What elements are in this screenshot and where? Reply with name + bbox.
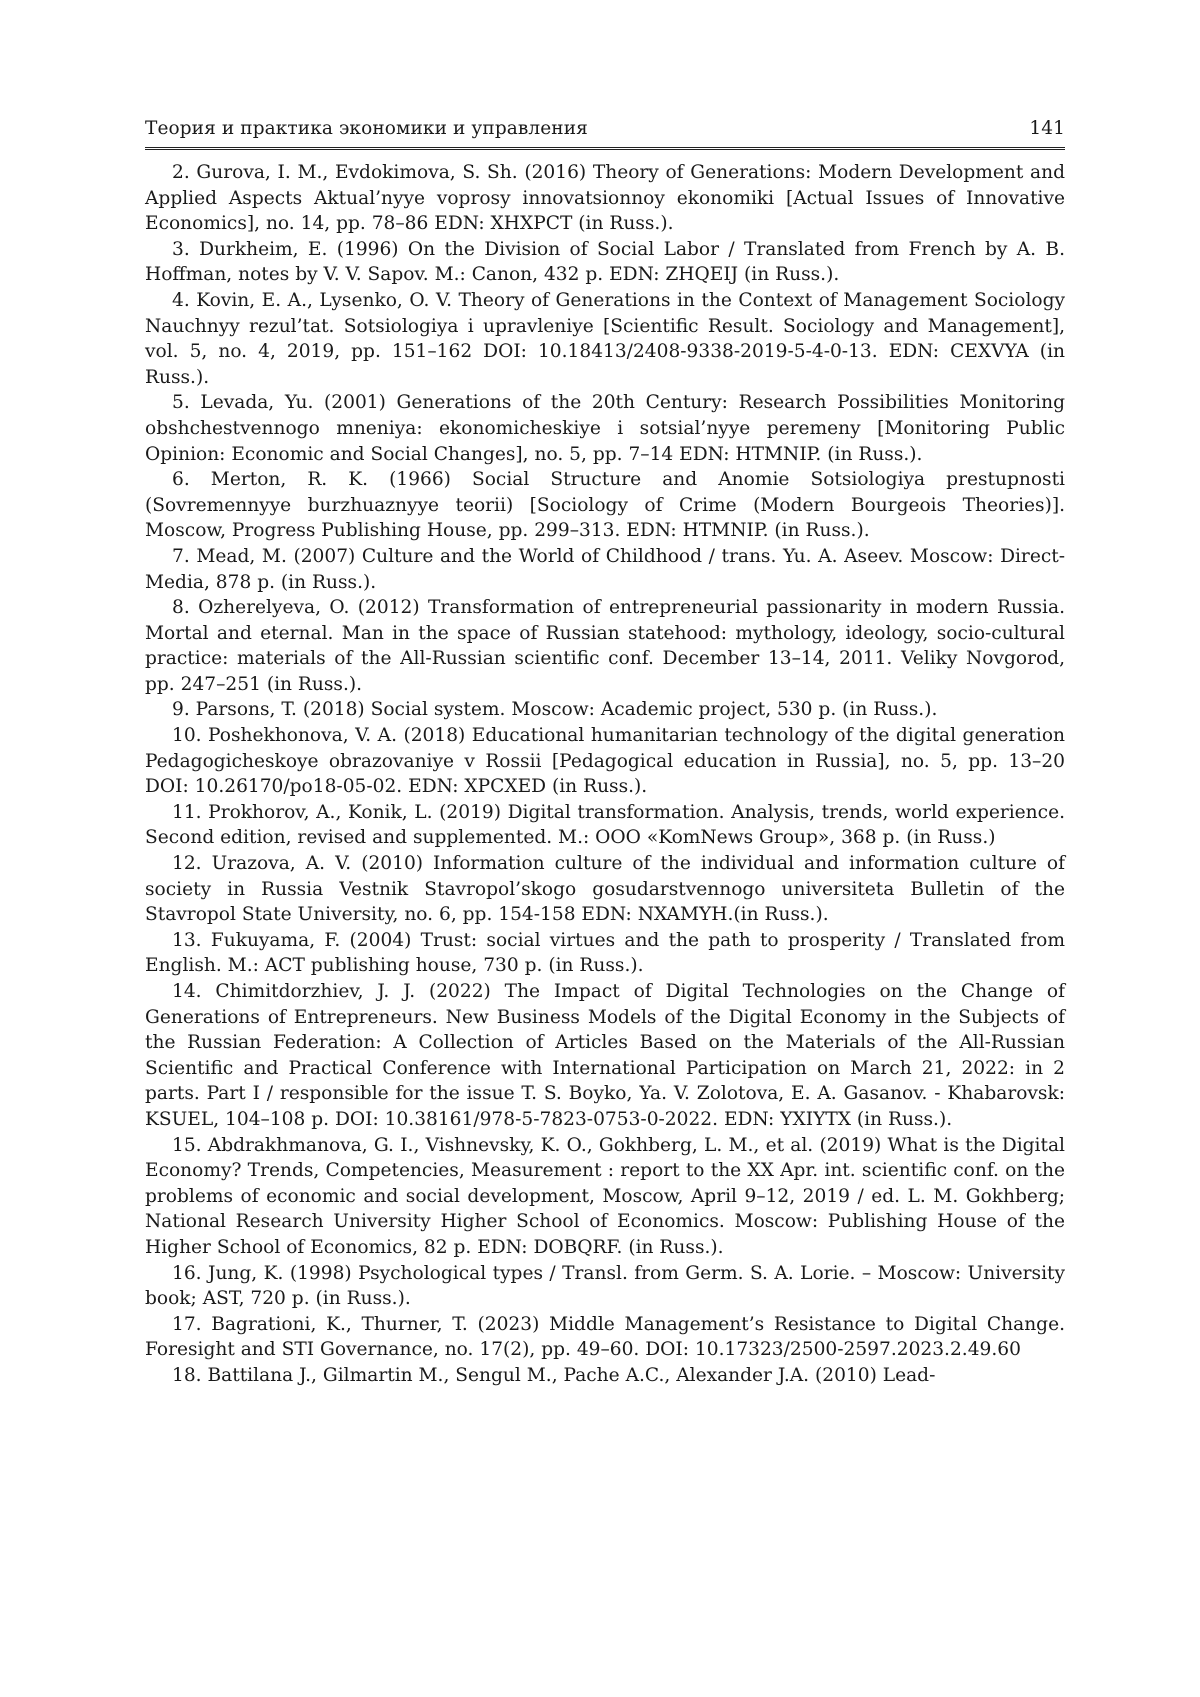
journal-page	[145, 118, 1065, 1389]
reference-item: 14. Chimitdorzhiev, J. J. (2022) The Impact of Digital Technologies on the Change of Generations of Entrepreneurs. New Business Models of the Digital Economy in the Subjects of the Russian Federation: A Collection of Articles Based on the Materials of the All-Russian Scientific and Practical Conference with International Participation on March 21, 2022: in 2 parts. Part I / responsible for the issue T. S. Boyko, Ya. V. Zolotova, E. A. Gasanov. - Khabarovsk: KSUEL, 104–108 p. DOI: 10.38161/978-5-7823-0753-0-2022. EDN: YXIYTX (in Russ.).	[145, 981, 1065, 1130]
reference-item: 3. Durkheim, E. (1996) On the Division of Social Labor / Translated from French by A. B. Hoffman, notes by V. V. Sapov. M.: Canon, 432 p. EDN: ZHQEIJ (in Russ.).	[145, 238, 1065, 286]
reference-item: 17. Bagrationi, K., Thurner, T. (2023) Middle Management’s Resistance to Digital Change. Foresight and STI Governance, no. 17(2), pp. 49–60. DOI: 10.17323/2500-2597.2023.2.49.60	[145, 1313, 1065, 1361]
reference-item: 7. Mead, M. (2007) Culture and the World of Childhood / trans. Yu. A. Aseev. Moscow: Direct-Media, 878 p. (in Russ.).	[145, 545, 1065, 593]
journal-title: Теория и практика экономики и управления	[145, 118, 588, 139]
reference-item: 11. Prokhorov, A., Konik, L. (2019) Digital transformation. Analysis, trends, world experience. Second edition, revised and supplemented. M.: OOO «KomNews Group», 368 p. (in Russ.)	[145, 801, 1065, 849]
reference-item: 9. Parsons, T. (2018) Social system. Moscow: Academic project, 530 p. (in Russ.).	[172, 699, 938, 721]
reference-item: 13. Fukuyama, F. (2004) Trust: social virtues and the path to prosperity / Translated from English. M.: ACT publishing house, 730 p. (in Russ.).	[145, 929, 1065, 977]
reference-item: 8. Ozherelyeva, O. (2012) Transformation of entrepreneurial passionarity in modern Russia. Mortal and eternal. Man in the space of Russian statehood: mythology, ideology, socio-cultural practice: materials of the All-Russian scientific conf. December 13–14, 2011. Veliky Novgorod, pp. 247–251 (in Russ.).	[145, 597, 1065, 695]
reference-list	[145, 160, 1065, 1389]
reference-item: 15. Abdrakhmanova, G. I., Vishnevsky, K. O., Gokhberg, L. M., et al. (2019) What is the Digital Economy? Trends, Competencies, Measurement : report to the XX Apr. int. scientific conf. on the problems of economic and social development, Moscow, April 9–12, 2019 / ed. L. M. Gokhberg; National Research University Higher School of Economics. Moscow: Publishing House of the Higher School of Economics, 82 p. EDN: DOBQRF. (in Russ.).	[145, 1134, 1065, 1258]
reference-item: 16. Jung, K. (1998) Psychological types / Transl. from Germ. S. A. Lorie. – Moscow: University book; AST, 720 p. (in Russ.).	[145, 1262, 1065, 1310]
reference-item: 18. Battilana J., Gilmartin M., Sengul M., Pache A.C., Alexander J.A. (2010) Lead-	[172, 1364, 936, 1386]
page-number: 141	[1029, 118, 1065, 139]
reference-item: 10. Poshekhonova, V. A. (2018) Educational humanitarian technology of the digital generation Pedagogicheskoye obrazovaniye v Rossii [Pedagogical education in Russia], no. 5, pp. 13–20 DOI: 10.26170/po18-05-02. EDN: XPCXED (in Russ.).	[145, 725, 1065, 798]
reference-item: 12. Urazova, A. V. (2010) Information culture of the individual and information culture of society in Russia Vestnik Stavropol’skogo gosudarstvennogo universiteta Bulletin of the Stavropol State University, no. 6, pp. 154-158 EDN: NXAMYH.(in Russ.).	[145, 853, 1065, 926]
reference-item: 2. Gurova, I. M., Evdokimova, S. Sh. (2016) Theory of Generations: Modern Development and Applied Aspects Aktual’nyye voprosy innovatsionnoy ekonomiki [Actual Issues of Innovative Economics], no. 14, pp. 78–86 EDN: XHXPCT (in Russ.).	[145, 162, 1065, 235]
running-header	[145, 118, 1065, 150]
reference-item: 5. Levada, Yu. (2001) Generations of the 20th Century: Research Possibilities Monitoring obshchestvennogo mneniya: ekonomicheskiye i sotsial’nyye peremeny [Monitoring Public Opinion: Economic and Social Changes], no. 5, pp. 7–14 EDN: HTMNIP. (in Russ.).	[145, 392, 1065, 465]
reference-item: 6. Merton, R. K. (1966) Social Structure and Anomie Sotsiologiya prestupnosti (Sovremennyye burzhuaznyye teorii) [Sociology of Crime (Modern Bourgeois Theories)]. Moscow, Progress Publishing House, pp. 299–313. EDN: HTMNIP. (in Russ.).	[145, 469, 1065, 542]
reference-item: 4. Kovin, E. A., Lysenko, O. V. Theory of Generations in the Context of Management Sociology Nauchnyy rezul’tat. Sotsiologiya i upravleniye [Scientific Result. Sociology and Management], vol. 5, no. 4, 2019, pp. 151–162 DOI: 10.18413/2408-9338-2019-5-4-0-13. EDN: CEXVYA (in Russ.).	[145, 289, 1065, 388]
